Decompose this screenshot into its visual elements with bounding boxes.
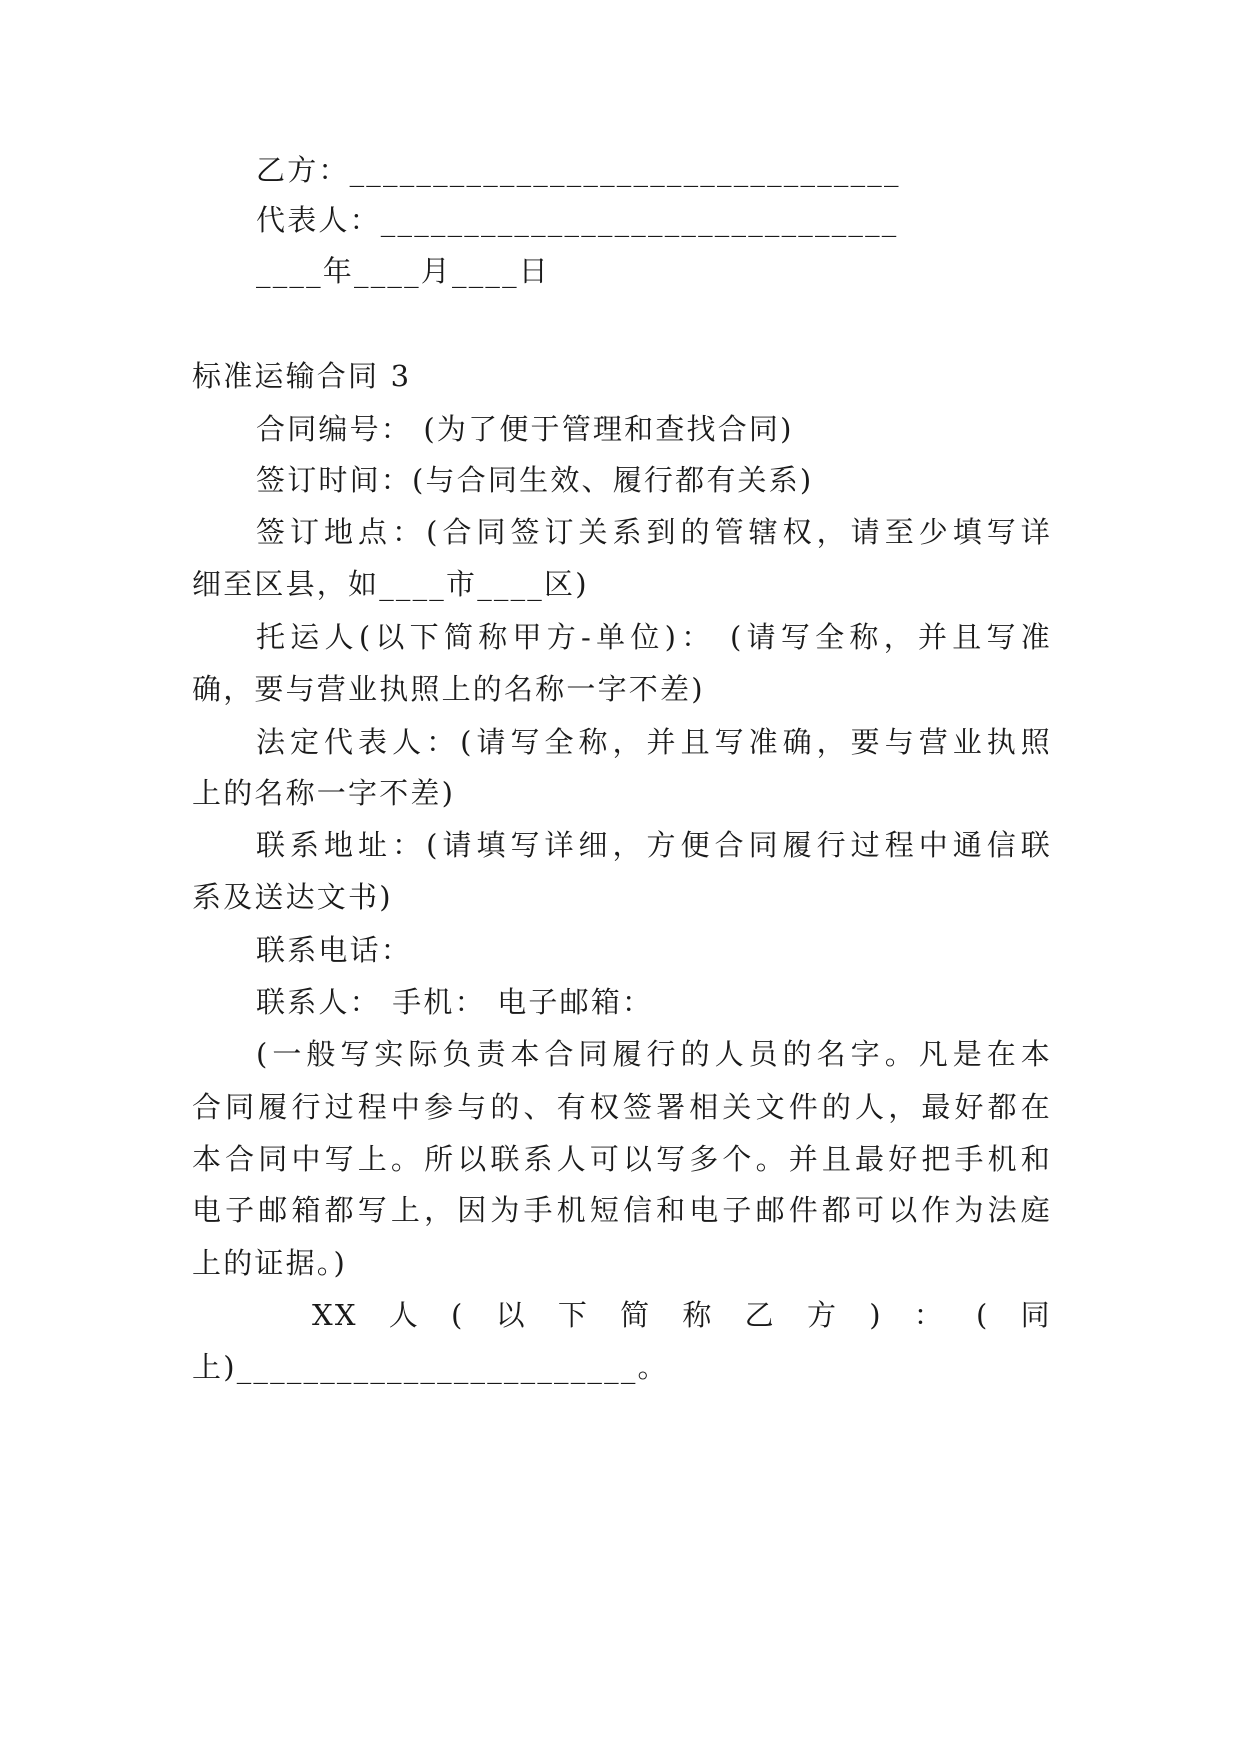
contact-phone-line: 联系电话： [256, 933, 413, 967]
carrier-token: 人 [388, 1298, 420, 1332]
contact-note-line-5: 上的证据。) [192, 1246, 348, 1280]
carrier-token: 下 [557, 1298, 590, 1332]
carrier-token: ) [869, 1298, 883, 1332]
carrier-token: 称 [682, 1298, 714, 1332]
legal-representative-line: 法定代表人：(请写全称，并且写准确，要与营业执照 [256, 725, 1052, 759]
carrier-token: ( [451, 1298, 465, 1332]
contact-person-line: 联系人： 手机： 电子邮箱： [256, 985, 654, 1019]
contact-note-line-3: 本合同中写上。所以联系人可以写多个。并且最好把手机和 [192, 1142, 1052, 1176]
shipper-line-cont: 确，要与营业执照上的名称一字不差) [192, 672, 705, 706]
contact-note-line-1: (一般写实际负责本合同履行的人员的名字。凡是在本 [256, 1037, 1052, 1071]
shipper-line: 托运人(以下简称甲方-单位)： (请写全称，并且写准 [256, 620, 1052, 654]
carrier-token: 以 [495, 1298, 527, 1332]
contact-note-line-4: 电子邮箱都写上，因为手机短信和电子邮件都可以作为法庭 [192, 1193, 1052, 1227]
section-title: 标准运输合同 3 [192, 359, 412, 393]
signing-place-line: 签订地点：(合同签订关系到的管辖权，请至少填写详 [256, 515, 1052, 549]
carrier-token: 乙 [744, 1298, 776, 1332]
carrier-token: 同 [1020, 1298, 1052, 1332]
carrier-line [312, 1295, 1052, 1335]
carrier-token: 方 [806, 1298, 839, 1332]
contract-number-line: 合同编号： (为了便于管理和查找合同) [256, 412, 794, 446]
contact-address-line-cont: 系及送达文书) [192, 880, 393, 914]
contact-address-line: 联系地址：(请填写详细，方便合同履行过程中通信联 [256, 828, 1052, 862]
signing-place-line-cont: 细至区县，如____市____区) [192, 567, 589, 601]
party-b-signature-line: 乙方：_________________________________ [256, 153, 901, 187]
carrier-token: 简 [620, 1298, 652, 1332]
signing-time-line: 签订时间：(与合同生效、履行都有关系) [256, 463, 814, 497]
carrier-token: ( [976, 1298, 990, 1332]
representative-signature-line: 代表人：_______________________________ [256, 203, 899, 237]
carrier-token: ： [913, 1298, 945, 1332]
carrier-token: XX [312, 1298, 358, 1332]
carrier-line-cont: 上)________________________。 [192, 1350, 669, 1384]
signature-date-line: ____年____月____日 [256, 254, 551, 288]
contact-note-line-2: 合同履行过程中参与的、有权签署相关文件的人，最好都在 [192, 1090, 1052, 1124]
legal-representative-line-cont: 上的名称一字不差) [192, 776, 456, 810]
